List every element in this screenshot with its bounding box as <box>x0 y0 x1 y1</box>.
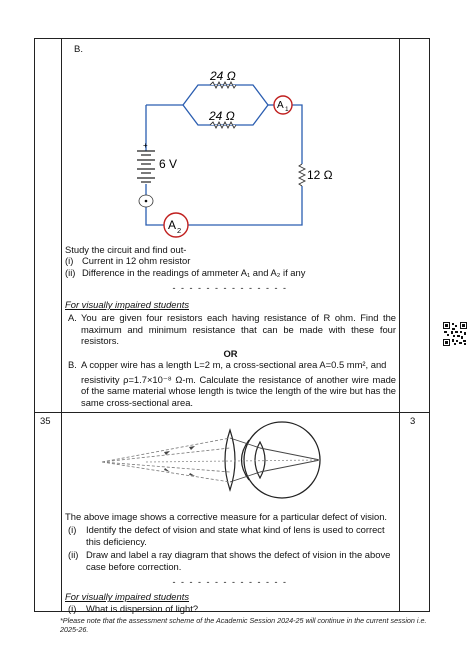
column-divider <box>61 39 62 611</box>
question-b-intro: Study the circuit and find out- <box>65 244 187 255</box>
separator-dashes: - - - - - - - - - - - - - - <box>172 577 288 588</box>
separator-dashes: - - - - - - - - - - - - - - <box>172 283 288 294</box>
ammeter-a1-sub: 1 <box>285 106 289 113</box>
vision-correction-diagram <box>84 412 344 512</box>
ammeter-a2-label: A <box>168 218 177 232</box>
footer-note: *Please note that the assessment scheme of the Academic Session 2024-25 will continue in the current session i.e. 2025-26. <box>60 616 427 634</box>
question-marks: 3 <box>410 416 416 427</box>
vi-option-a: A. You are given four resistors each having resistance of R ohm. Find the maximum and minimum resistance that can be made with these four resistors. <box>68 312 396 347</box>
battery-label: 6 V <box>159 157 178 171</box>
circuit-diagram <box>126 62 336 244</box>
battery-icon <box>137 151 155 182</box>
svg-text:+: + <box>143 141 148 150</box>
or-label: OR <box>223 347 238 359</box>
ammeter-a1-label: A <box>277 100 284 111</box>
resistor-mid-label: 24 Ω <box>209 109 235 123</box>
key-icon <box>139 195 153 207</box>
column-divider <box>399 39 400 611</box>
ammeter-a2-sub: 2 <box>177 226 182 235</box>
list-item: (ii) Draw and label a ray diagram that shows the defect of vision in the above case before correction. <box>68 549 391 572</box>
qr-code-icon <box>443 322 467 346</box>
question-number: 35 <box>40 416 51 427</box>
resistor-top-label: 24 Ω <box>210 69 236 83</box>
visually-impaired-section-b <box>65 299 396 408</box>
resistor-12 <box>299 164 305 186</box>
question-35-intro: The above image shows a corrective measure for a particular defect of vision. <box>65 511 388 522</box>
vi-option-b: B. A copper wire has a length L=2 m, a cross-sectional area A=0.5 mm², and resistivity ρ=1.7×10⁻⁸ Ω-m. Calculate the resistance of another wire made of the same material whose length is twice the length of the wire but has the same cross-sectional area. <box>68 359 396 408</box>
list-item: (i) What is dispersion of light? <box>68 602 199 614</box>
option-b-label: B. <box>74 44 83 55</box>
vi-heading: For visually impaired students <box>65 591 190 603</box>
list-item: (i) Current in 12 ohm resistor <box>65 255 191 267</box>
resistor-right-label: 12 Ω <box>307 168 333 182</box>
list-item: (ii) Difference in the readings of ammeter A₁ and A₂ if any <box>65 266 306 278</box>
question-b-text <box>65 244 395 294</box>
vi-heading: For visually impaired students <box>65 299 190 310</box>
question-35-text <box>65 511 395 614</box>
list-item: (i) Identify the defect of vision and state what kind of lens is used to correct this deficiency. <box>68 524 385 547</box>
